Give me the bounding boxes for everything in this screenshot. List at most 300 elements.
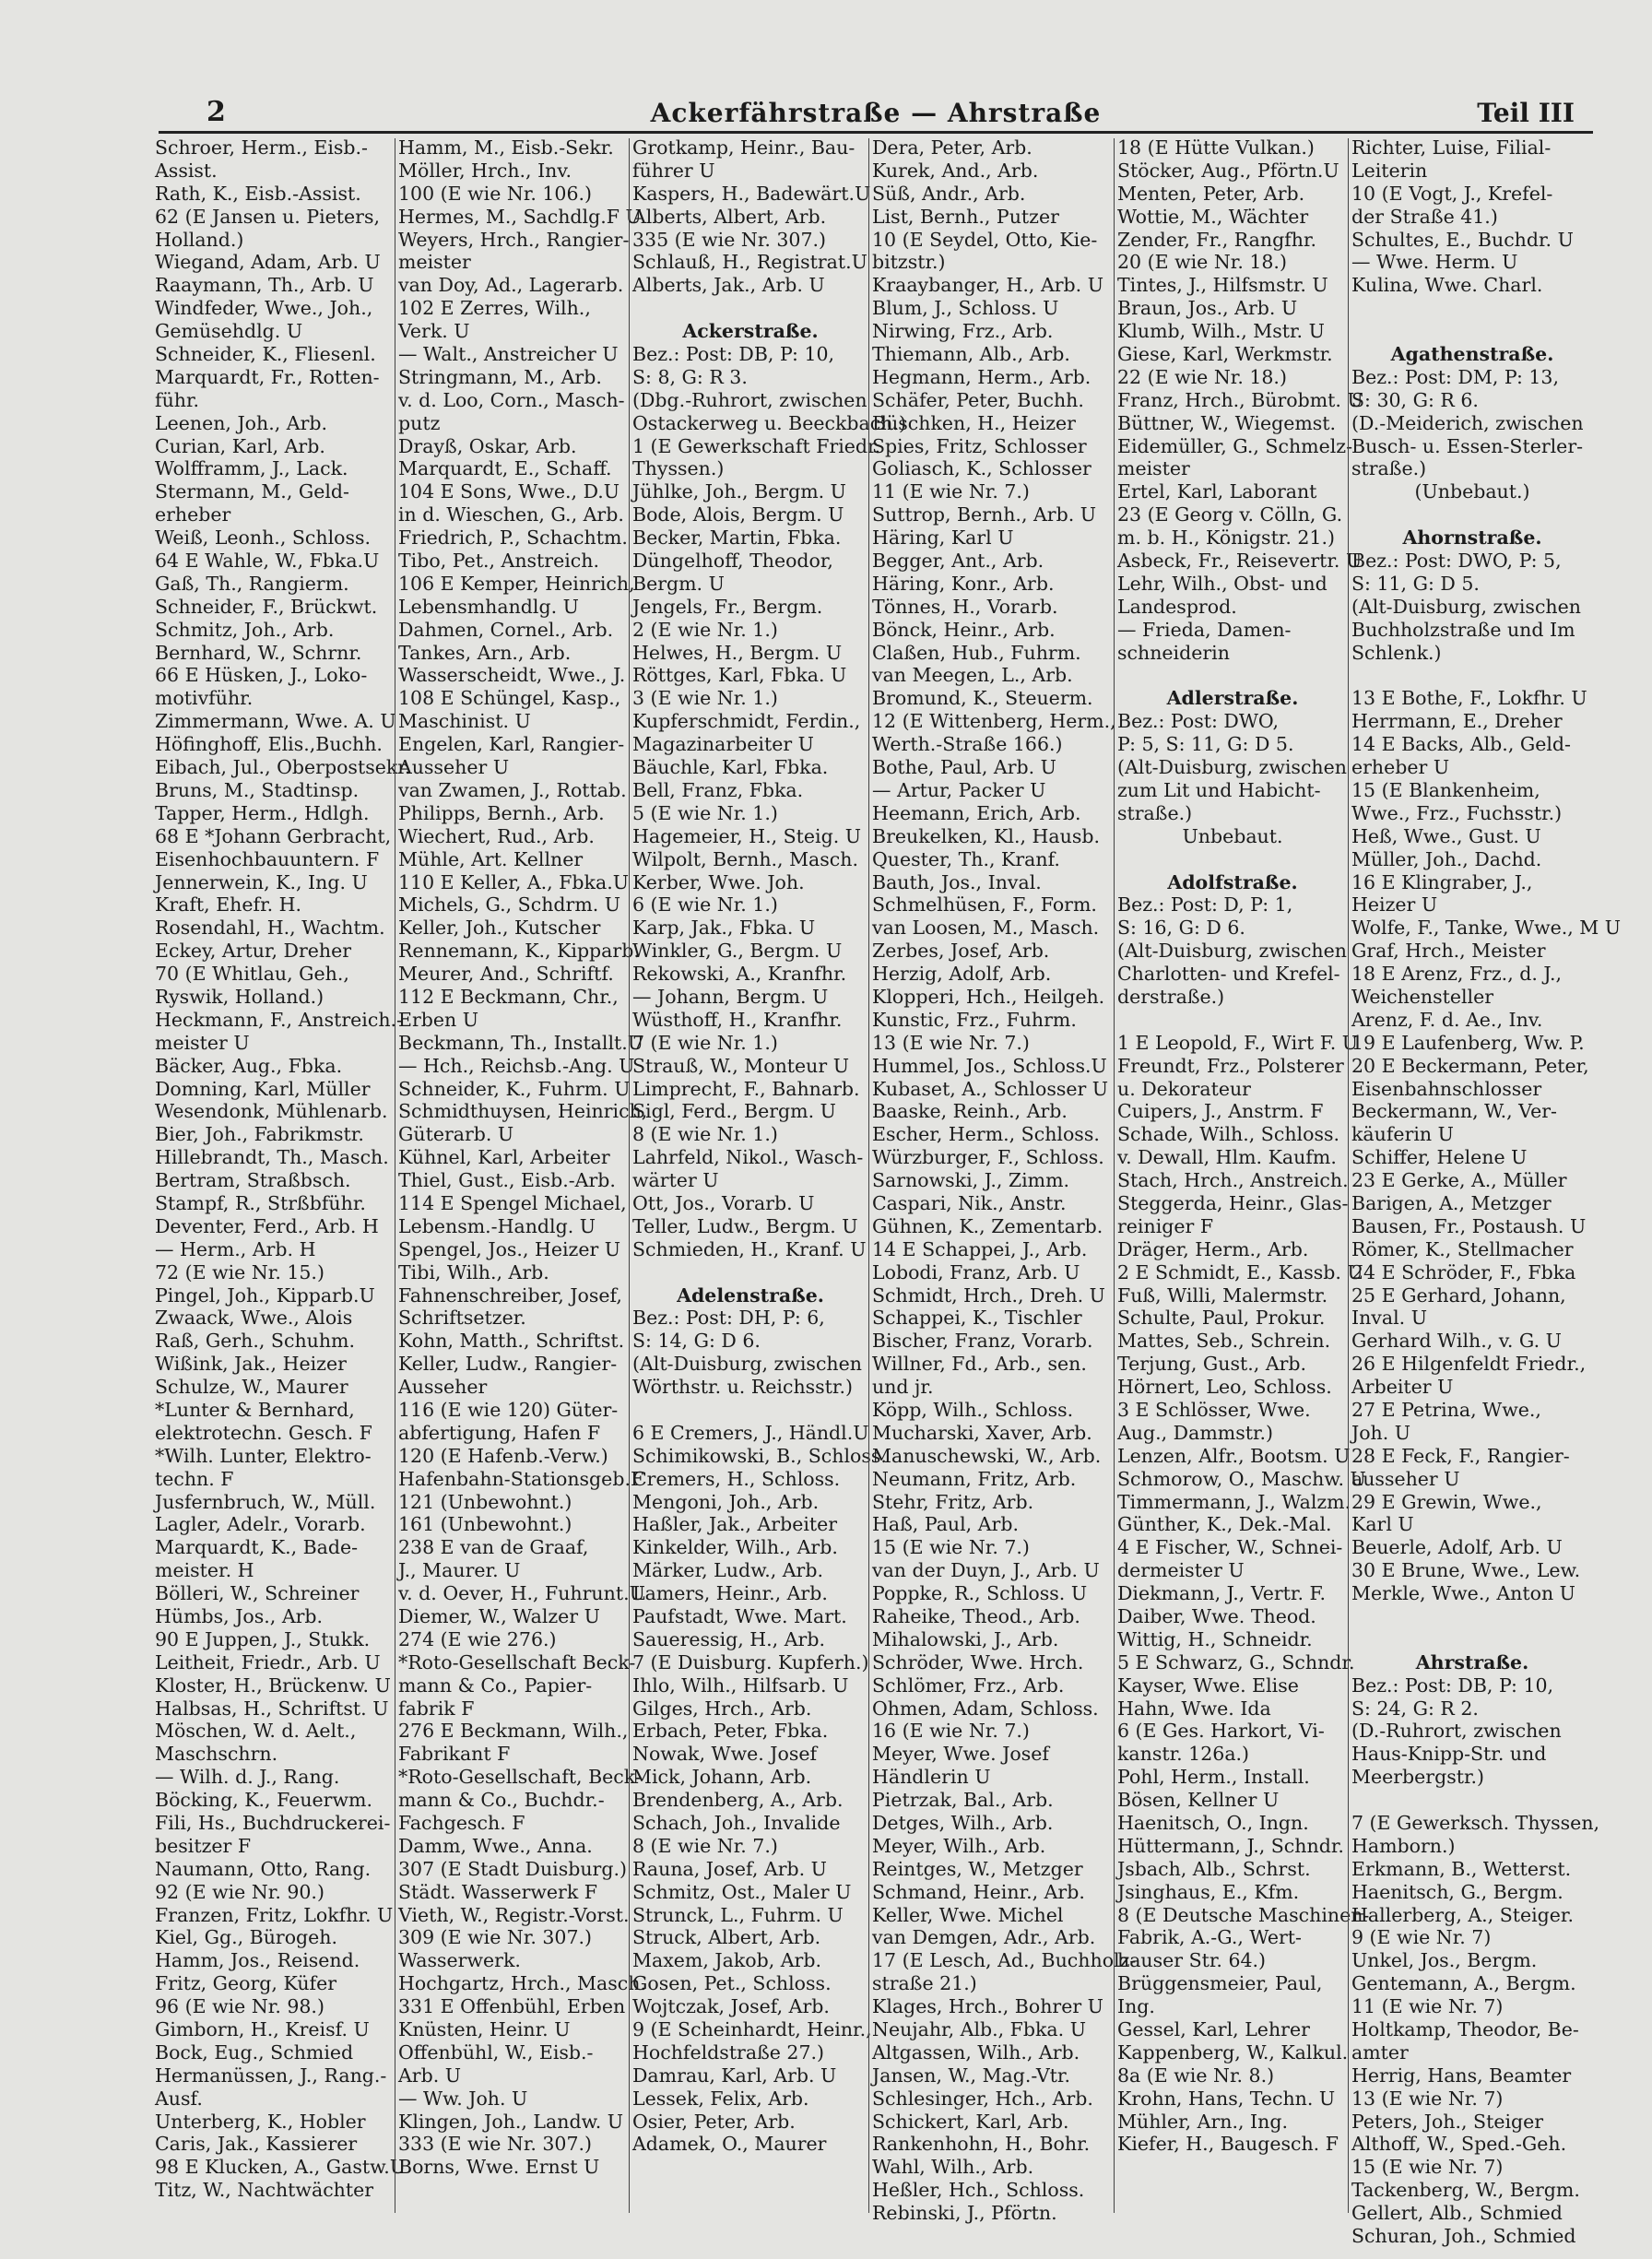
- column-divider: [1348, 138, 1349, 2213]
- entry-line: 12 (E Wittenberg, Herm.,: [872, 710, 1116, 733]
- entry-line: — Hch., Reichsb.-Ang. U: [398, 1054, 635, 1077]
- entry-line: Kohn, Matth., Schriftst.: [398, 1330, 625, 1353]
- entry-line: Freundt, Frz., Polsterer: [1117, 1054, 1344, 1077]
- entry-line: Stehr, Fritz, Arb.: [872, 1490, 1034, 1513]
- entry-line: Wasserscheidt, Wwe., J.: [398, 664, 626, 687]
- entry-line: [1117, 664, 1348, 687]
- entry-line: Jühlke, Joh., Bergm. U: [632, 480, 846, 503]
- entry-line: Leitheit, Friedr., Arb. U: [155, 1650, 381, 1674]
- entry-line: Wolfe, F., Tanke, Wwe., M U: [1351, 917, 1622, 940]
- entry-line: Schriftsetzer.: [398, 1307, 526, 1330]
- entry-line: meister: [1117, 457, 1190, 480]
- entry-line: Häring, Karl U: [872, 526, 1014, 550]
- entry-line: Hamborn.): [1351, 1834, 1456, 1857]
- entry-line: Köpp, Wilh., Schloss.: [872, 1398, 1074, 1421]
- entry-line: Büttner, W., Wiegemst.: [1117, 411, 1337, 434]
- entry-line: Bez.: Post: DWO, P: 5,: [1351, 550, 1562, 573]
- entry-line: Franzen, Fritz, Lokfhr. U: [155, 1903, 394, 1926]
- entry-line: Hochfeldstraße 27.): [632, 2040, 825, 2064]
- entry-line: v. Dewall, Hlm. Kaufm.: [1117, 1146, 1337, 1169]
- entry-line: Graf, Hrch., Meister: [1351, 940, 1546, 963]
- entry-line: Gessel, Karl, Lehrer: [1117, 2018, 1310, 2041]
- entry-line: Schneider, F., Brückwt.: [155, 595, 378, 618]
- entry-line: Paufstadt, Wwe. Mart.: [632, 1605, 847, 1627]
- entry-line: (D.-Meiderich, zwischen: [1351, 411, 1584, 434]
- entry-line: Alberts, Albert, Arb.: [632, 205, 827, 228]
- entry-line: 13 E Bothe, F., Lokfhr. U: [1351, 687, 1587, 710]
- entry-line: mann & Co., Buchdr.-: [398, 1789, 605, 1812]
- entry-line: Charlotten- und Krefel-: [1117, 963, 1340, 986]
- entry-line: kanstr. 126a.): [1117, 1743, 1250, 1766]
- entry-line: 106 E Kemper, Heinrich,: [398, 572, 635, 595]
- entry-line: van Doy, Ad., Lagerarb.: [398, 274, 624, 297]
- entry-line: Kinkelder, Wilh., Arb.: [632, 1536, 838, 1559]
- entry-line: Haenitsch, G., Bergm.: [1351, 1880, 1564, 1903]
- entry-line: Maschschrn.: [155, 1743, 278, 1766]
- entry-line: 11 (E wie Nr. 7.): [872, 480, 1030, 503]
- entry-line: Marquardt, K., Bade-: [155, 1536, 359, 1559]
- entry-line: [1351, 297, 1593, 320]
- entry-line: 102 E Zerres, Wilh.,: [398, 297, 591, 320]
- entry-line: Lahrfeld, Nikol., Wasch-: [632, 1146, 864, 1169]
- entry-line: Meyer, Wilh., Arb.: [872, 1834, 1046, 1857]
- entry-line: Hamm, Jos., Reisend.: [155, 1949, 360, 1972]
- entry-line: Braun, Jos., Arb. U: [1117, 297, 1298, 320]
- entry-line: P: 5, S: 11, G: D 5.: [1117, 733, 1294, 756]
- entry-line: Müller, Joh., Dachd.: [1351, 847, 1542, 870]
- street-heading: Ahornstraße.: [1402, 526, 1542, 550]
- entry-line: Merkle, Wwe., Anton U: [1351, 1582, 1575, 1605]
- entry-line: Krohn, Hans, Techn. U: [1117, 2087, 1336, 2110]
- entry-line: 108 E Schüngel, Kasp.,: [398, 687, 621, 710]
- entry-line: Escher, Herm., Schloss.: [872, 1123, 1100, 1146]
- entry-line: u. Dekorateur: [1117, 1077, 1251, 1100]
- entry-line: S: 24, G: R 2.: [1351, 1697, 1479, 1720]
- entry-line: Tackenberg, W., Bergm.: [1351, 2179, 1580, 2202]
- entry-line: — Artur, Packer U: [872, 778, 1046, 801]
- entry-line: S: 30, G: R 6.: [1351, 388, 1479, 411]
- entry-line: Büschken, H., Heizer: [872, 411, 1076, 434]
- entry-line: — Wilh. d. J., Rang.: [155, 1766, 340, 1789]
- entry-line: Weyers, Hrch., Rangier-: [398, 228, 630, 251]
- entry-line: Werth.-Straße 166.): [872, 733, 1063, 756]
- entry-line: 10 (E Vogt, J., Krefel-: [1351, 182, 1553, 205]
- entry-line: Pietrzak, Bal., Arb.: [872, 1789, 1054, 1812]
- page-part: Teil III: [1477, 98, 1575, 128]
- entry-line: Marquardt, E., Schaff.: [398, 457, 612, 480]
- entry-line: Damrau, Karl, Arb. U: [632, 2064, 837, 2087]
- entry-line: Schuran, Joh., Schmied: [1351, 2225, 1576, 2248]
- entry-line: [1351, 1605, 1593, 1628]
- entry-line: reiniger F: [1117, 1214, 1214, 1237]
- entry-line: Kraft, Ehefr. H.: [155, 893, 302, 917]
- entry-line: [1351, 664, 1593, 687]
- entry-line: (Dbg.-Ruhrort, zwischen: [632, 388, 867, 411]
- entry-line: Bölleri, W., Schreiner: [155, 1582, 360, 1605]
- entry-line: Süß, Andr., Arb.: [872, 182, 1026, 205]
- entry-line: 8a (E wie Nr. 8.): [1117, 2064, 1275, 2087]
- entry-line: Breukelken, Kl., Hausb.: [872, 824, 1100, 847]
- entry-line: (Alt-Duisburg, zwischen: [1117, 756, 1347, 779]
- page-number: 2: [206, 96, 226, 128]
- entry-line: Cremers, H., Schloss.: [632, 1467, 841, 1490]
- entry-line: Holland.): [155, 228, 244, 251]
- entry-line: in d. Wieschen, G., Arb.: [398, 503, 624, 526]
- entry-line: Grotkamp, Heinr., Bau-: [632, 136, 856, 159]
- entry-line: Herrmann, E., Dreher: [1351, 710, 1563, 733]
- entry-line: besitzer F: [155, 1834, 252, 1857]
- entry-line: Struck, Albert, Arb.: [632, 1926, 821, 1949]
- entry-line: Richter, Luise, Filial-: [1351, 136, 1552, 159]
- entry-line: Kraaybanger, H., Arb. U: [872, 274, 1103, 297]
- entry-line: Dera, Peter, Arb.: [872, 136, 1032, 159]
- entry-line: Schlömer, Frz., Arb.: [872, 1674, 1065, 1697]
- entry-line: Lobodi, Franz, Arb. U: [872, 1260, 1080, 1283]
- entry-line: Bausen, Fr., Postaush. U: [1351, 1214, 1587, 1237]
- entry-line: Nowak, Wwe. Josef: [632, 1743, 818, 1766]
- entry-line: [1351, 320, 1593, 343]
- entry-line: Tibo, Pet., Anstreich.: [398, 550, 599, 573]
- entry-line: Hermes, M., Sachdlg.F U: [398, 205, 642, 228]
- entry-line: 7 (E wie Nr. 1.): [632, 1031, 778, 1054]
- entry-line: van Meegen, L., Arb.: [872, 664, 1073, 687]
- entry-line: Karp, Jak., Fbka. U: [632, 917, 816, 940]
- entry-line: Häring, Konr., Arb.: [872, 572, 1055, 595]
- entry-line: Hamm, M., Eisb.-Sekr.: [398, 136, 614, 159]
- entry-line: Reintges, W., Metzger: [872, 1857, 1083, 1880]
- entry-line: käuferin U: [1351, 1123, 1454, 1146]
- entry-line: Eidemüller, G., Schmelz-: [1117, 434, 1353, 457]
- column-4: [872, 136, 1137, 2225]
- entry-line: Maxem, Jakob, Arb.: [632, 1949, 821, 1972]
- entry-line: Tibi, Wilh., Arb.: [398, 1260, 549, 1283]
- entry-line: Güterarb. U: [398, 1123, 514, 1146]
- entry-line: Kloster, H., Brückenw. U: [155, 1674, 391, 1697]
- entry-line: J., Maurer. U: [398, 1559, 521, 1582]
- entry-line: Haß, Paul, Arb.: [872, 1513, 1019, 1536]
- entry-line: Offenbühl, W., Eisb.-: [398, 2040, 594, 2064]
- entry-line: Barigen, A., Metzger: [1351, 1191, 1552, 1214]
- entry-line: Baaske, Reinh., Arb.: [872, 1100, 1068, 1123]
- entry-line: 114 E Spengel Michael,: [398, 1191, 627, 1214]
- entry-line: Wottie, M., Wächter: [1117, 205, 1309, 228]
- entry-line: 23 (E Georg v. Cölln, G.: [1117, 503, 1343, 526]
- entry-line: 90 E Juppen, J., Stukk.: [155, 1627, 371, 1650]
- entry-line: Wesendonk, Mühlenarb.: [155, 1100, 388, 1123]
- entry-line: Wiegand, Adam, Arb. U: [155, 251, 381, 274]
- entry-line: ausseher U: [1351, 1467, 1460, 1490]
- entry-line: Stringmann, M., Arb.: [398, 365, 602, 388]
- entry-line: Raaymann, Th., Arb. U: [155, 274, 374, 297]
- entry-line: Böcking, K., Feuerwm.: [155, 1789, 372, 1812]
- entry-line: Jusfernbruch, W., Müll.: [155, 1490, 376, 1513]
- entry-line: [1117, 848, 1348, 871]
- entry-line: Bier, Joh., Fabrikmstr.: [155, 1123, 364, 1146]
- entry-line: 6 (E Ges. Harkort, Vi-: [1117, 1720, 1325, 1743]
- entry-line: Keller, Ludw., Rangier-: [398, 1353, 618, 1376]
- entry-line: Erben U: [398, 1008, 479, 1031]
- entry-line: 331 E Offenbühl, Erben: [398, 1995, 626, 2018]
- entry-line: straße.): [1351, 457, 1427, 480]
- entry-line: S: 14, G: D 6.: [632, 1330, 761, 1353]
- entry-line: Kubaset, A., Schlosser U: [872, 1077, 1109, 1100]
- entry-line: 18 E Arenz, Frz., d. J.,: [1351, 963, 1563, 986]
- entry-line: Römer, K., Stellmacher: [1351, 1237, 1574, 1260]
- entry-line: Bruns, M., Stadtinsp.: [155, 778, 360, 801]
- entry-line: Schmitz, Ost., Maler U: [632, 1880, 852, 1903]
- entry-line: Bernhard, W., Schrnr.: [155, 641, 362, 664]
- entry-line: [632, 1261, 868, 1284]
- entry-line: Peters, Joh., Steiger: [1351, 2110, 1544, 2133]
- entry-line: Bothe, Paul, Arb. U: [872, 756, 1056, 779]
- entry-line: Bell, Franz, Fbka.: [632, 778, 804, 801]
- column-1: [155, 136, 411, 2222]
- entry-line: Raß, Gerh., Schuhm.: [155, 1330, 356, 1353]
- street-heading: Ahrstraße.: [1415, 1650, 1529, 1674]
- entry-line: Schulze, W., Maurer: [155, 1376, 348, 1399]
- entry-line: Fuß, Willi, Malermstr.: [1117, 1283, 1328, 1307]
- entry-line: Schultes, E., Buchdr. U: [1351, 228, 1574, 251]
- entry-line: Menten, Peter, Arb.: [1117, 182, 1305, 205]
- entry-line: Marquardt, Fr., Rotten-: [155, 365, 380, 388]
- entry-line: Haus-Knipp-Str. und: [1351, 1743, 1547, 1766]
- entry-line: Caris, Jak., Kassierer: [155, 2133, 358, 2156]
- entry-line: Lagler, Adelr., Vorarb.: [155, 1513, 366, 1536]
- entry-line: 276 E Beckmann, Wilh.,: [398, 1720, 629, 1743]
- entry-line: [1117, 1009, 1348, 1032]
- entry-line: Karl U: [1351, 1513, 1414, 1536]
- entry-line: — Herm., Arb. H: [155, 1237, 316, 1260]
- note-line: (Unbebaut.): [1414, 480, 1530, 503]
- entry-line: Weichensteller: [1351, 985, 1494, 1008]
- entry-line: 27 E Petrina, Wwe.,: [1351, 1398, 1541, 1421]
- entry-line: — Johann, Bergm. U: [632, 985, 829, 1008]
- entry-line: Leiterin: [1351, 159, 1428, 182]
- entry-line: Jsbach, Alb., Schrst.: [1117, 1857, 1311, 1880]
- entry-line: 62 (E Jansen u. Pieters,: [155, 205, 381, 228]
- entry-line: 20 E Beckermann, Peter,: [1351, 1054, 1589, 1077]
- entry-line: führer U: [632, 159, 715, 182]
- entry-line: Schneider, K., Fliesenl.: [155, 343, 376, 366]
- entry-line: Bergm. U: [632, 572, 725, 595]
- entry-line: 120 (E Hafenb.-Verw.): [398, 1444, 608, 1467]
- entry-line: — Ww. Joh. U: [398, 2087, 528, 2110]
- entry-line: Eisenhochbauuntern. F: [155, 847, 380, 870]
- entry-line: derstraße.): [1117, 985, 1225, 1008]
- entry-line: Joh. U: [1351, 1421, 1411, 1444]
- entry-line: Heemann, Erich, Arb.: [872, 801, 1081, 824]
- entry-line: 3 (E wie Nr. 1.): [632, 687, 778, 710]
- entry-line: Rauna, Josef, Arb. U: [632, 1857, 827, 1880]
- page-header: [159, 92, 1593, 133]
- entry-line: Höfinghoff, Elis.,Buchh.: [155, 733, 383, 756]
- entry-line: *Roto-Gesellschaft Beck-: [398, 1650, 636, 1674]
- entry-line: Arb. U: [398, 2064, 462, 2087]
- entry-line: [1351, 1628, 1593, 1651]
- entry-line: Schäfer, Peter, Buchh.: [872, 388, 1084, 411]
- entry-line: Wahl, Wilh., Arb.: [872, 2156, 1034, 2179]
- entry-line: van der Duyn, J., Arb. U: [872, 1559, 1100, 1582]
- entry-line: Ausseher: [398, 1376, 488, 1399]
- entry-line: [632, 297, 868, 320]
- entry-line: 2 E Schmidt, E., Kassb. U: [1117, 1260, 1363, 1283]
- entry-line: Alberts, Jak., Arb. U: [632, 274, 825, 297]
- entry-line: zum Lit und Habicht-: [1117, 778, 1321, 801]
- entry-line: 274 (E wie 276.): [398, 1627, 557, 1650]
- entry-line: Tönnes, H., Vorarb.: [872, 595, 1058, 618]
- entry-line: Winkler, G., Bergm. U: [632, 940, 843, 963]
- entry-line: 307 (E Stadt Duisburg.): [398, 1857, 627, 1880]
- entry-line: erheber U: [1351, 756, 1450, 779]
- entry-line: 5 (E wie Nr. 1.): [632, 801, 778, 824]
- entry-line: Hummel, Jos., Schloss.U: [872, 1054, 1107, 1077]
- entry-line: Gerhard Wilh., v. G. U: [1351, 1330, 1562, 1353]
- entry-line: Düngelhoff, Theodor,: [632, 550, 833, 573]
- entry-line: 92 (E wie Nr. 90.): [155, 1880, 324, 1903]
- entry-line: Mühler, Arn., Ing.: [1117, 2110, 1288, 2133]
- entry-line: Erkmann, B., Wetterst.: [1351, 1857, 1572, 1880]
- entry-line: Schiffer, Helene U: [1351, 1146, 1528, 1169]
- entry-line: Lebensmhandlg. U: [398, 595, 579, 618]
- entry-line: der Straße 41.): [1351, 205, 1498, 228]
- entry-line: Gemüsehdlg. U: [155, 320, 303, 343]
- entry-line: Eibach, Jul., Oberpostsekr.: [155, 756, 411, 779]
- entry-line: Stöcker, Aug., Pförtn.U: [1117, 159, 1339, 182]
- entry-line: Wasserwerk.: [398, 1949, 521, 1972]
- entry-line: Domning, Karl, Müller: [155, 1077, 371, 1100]
- entry-line: Wißink, Jak., Heizer: [155, 1353, 347, 1376]
- entry-line: Vieth, W., Registr.-Vorst.: [398, 1903, 630, 1926]
- entry-line: Mattes, Seb., Schrein.: [1117, 1330, 1331, 1353]
- entry-line: 2 (E wie Nr. 1.): [632, 618, 778, 641]
- entry-line: Städt. Wasserwerk F: [398, 1880, 598, 1903]
- entry-line: Schmidt, Hrch., Dreh. U: [872, 1283, 1105, 1307]
- entry-line: Helwes, H., Bergm. U: [632, 641, 843, 664]
- entry-line: Schmelhüsen, F., Form.: [872, 893, 1097, 917]
- entry-line: Schimikowski, B., Schloss.: [632, 1444, 887, 1467]
- entry-line: Ausf.: [155, 2087, 203, 2110]
- entry-line: Drayß, Oskar, Arb.: [398, 434, 577, 457]
- entry-line: Halbsas, H., Schriftst. U: [155, 1697, 389, 1720]
- entry-line: Limprecht, F., Bahnarb.: [632, 1077, 860, 1100]
- entry-line: Arenz, F. d. Ae., Inv.: [1351, 1008, 1543, 1031]
- entry-line: 19 E Laufenberg, Ww. P.: [1351, 1031, 1585, 1054]
- entry-line: Würzburger, F., Schloss.: [872, 1146, 1104, 1169]
- entry-line: Bez.: Post: D, P: 1,: [1117, 893, 1293, 917]
- entry-line: Ostackerweg u. Beeckbach.): [632, 411, 906, 434]
- column-6: [1351, 136, 1622, 2248]
- entry-line: 6 E Cremers, J., Händl.U: [632, 1421, 869, 1444]
- entry-line: 15 (E Blankenheim,: [1351, 778, 1540, 801]
- entry-line: Händlerin U: [872, 1766, 991, 1789]
- entry-line: Tintes, J., Hilfsmstr. U: [1117, 274, 1328, 297]
- entry-line: 68 E *Johann Gerbracht,: [155, 824, 392, 847]
- entry-line: Schmidthuysen, Heinrich,: [398, 1100, 648, 1123]
- entry-line: Steggerda, Heinr., Glas-: [1117, 1191, 1349, 1214]
- entry-line: Spies, Fritz, Schlosser: [872, 434, 1087, 457]
- entry-line: Nirwing, Frz., Arb.: [872, 320, 1054, 343]
- entry-line: Möschen, W. d. Aelt.,: [155, 1720, 357, 1743]
- entry-line: Althoff, W., Sped.-Geh.: [1351, 2133, 1567, 2156]
- column-2: [398, 136, 648, 2222]
- entry-line: Hermanüssen, J., Rang.-: [155, 2064, 387, 2087]
- entry-line: Leenen, Joh., Arb.: [155, 411, 328, 434]
- entry-line: Diekmann, J., Vertr. F.: [1117, 1582, 1327, 1605]
- entry-line: 70 (E Whitlau, Geh.,: [155, 963, 349, 986]
- entry-line: 25 E Gerhard, Johann,: [1351, 1283, 1566, 1307]
- entry-line: Strunck, L., Fuhrm. U: [632, 1903, 844, 1926]
- entry-line: Hümbs, Jos., Arb.: [155, 1605, 324, 1627]
- entry-line: Wiechert, Rud., Arb.: [398, 824, 595, 847]
- street-heading: Adlerstraße.: [1166, 687, 1299, 710]
- entry-line: Schmitz, Joh., Arb.: [155, 618, 335, 641]
- entry-line: Kiel, Gg., Bürogeh.: [155, 1926, 338, 1949]
- entry-line: 7 (E Duisburg. Kupferh.): [632, 1650, 869, 1674]
- entry-line: 9 (E wie Nr. 7): [1351, 1926, 1492, 1949]
- entry-line: 238 E van de Graaf,: [398, 1536, 589, 1559]
- header-rule: [159, 131, 1593, 134]
- entry-line: Stampf, R., Strßbführ.: [155, 1191, 366, 1214]
- entry-line: Timmermann, J., Walzm.: [1117, 1490, 1351, 1513]
- entry-line: Fritz, Georg, Küfer: [155, 1972, 337, 1995]
- entry-line: Schmieden, H., Kranf. U: [632, 1237, 867, 1260]
- entry-line: Bode, Alois, Bergm. U: [632, 503, 844, 526]
- entry-line: 7 (E Gewerksch. Thyssen,: [1351, 1812, 1600, 1835]
- entry-line: Bönck, Heinr., Arb.: [872, 618, 1056, 641]
- entry-line: Rosendahl, H., Wachtm.: [155, 917, 385, 940]
- entry-line: *Lunter & Bernhard,: [155, 1398, 355, 1421]
- entry-line: Haßler, Jak., Arbeiter: [632, 1513, 838, 1536]
- entry-line: Gentemann, A., Bergm.: [1351, 1972, 1576, 1995]
- entry-line: Gaß, Th., Rangierm.: [155, 572, 349, 595]
- entry-line: Fili, Hs., Buchdruckerei-: [155, 1812, 391, 1835]
- entry-line: Assist.: [155, 159, 218, 182]
- entry-line: — Wwe. Herm. U: [1351, 251, 1518, 274]
- entry-line: 8 (E Deutsche Maschinen-: [1117, 1903, 1370, 1926]
- entry-line: Poppke, R., Schloss. U: [872, 1582, 1088, 1605]
- entry-line: Schmorow, O., Maschw. U: [1117, 1467, 1366, 1490]
- entry-line: 17 (E Lesch, Ad., Buchholz-: [872, 1949, 1137, 1972]
- entry-line: Hörnert, Leo, Schloss.: [1117, 1376, 1332, 1399]
- entry-line: 8 (E wie Nr. 1.): [632, 1123, 778, 1146]
- entry-line: S: 16, G: D 6.: [1117, 917, 1245, 940]
- entry-line: Saueressig, H., Arb.: [632, 1627, 825, 1650]
- entry-line: Schach, Joh., Invalide: [632, 1812, 841, 1835]
- entry-line: Stermann, M., Geld-: [155, 480, 349, 503]
- entry-line: Bäuchle, Karl, Fbka.: [632, 756, 829, 779]
- entry-line: Sarnowski, J., Zimm.: [872, 1169, 1070, 1192]
- entry-line: straße.): [1117, 801, 1193, 824]
- entry-line: Begger, Ant., Arb.: [872, 550, 1044, 573]
- entry-line: Daiber, Wwe. Theod.: [1117, 1605, 1316, 1627]
- entry-line: Claßen, Hub., Fuhrm.: [872, 641, 1081, 664]
- entry-line: 14 E Schappei, J., Arb.: [872, 1237, 1088, 1260]
- entry-line: Thiel, Gust., Eisb.-Arb.: [398, 1169, 616, 1192]
- entry-line: Titz, W., Nachtwächter: [155, 2179, 374, 2202]
- entry-line: Terjung, Gust., Arb.: [1117, 1353, 1307, 1376]
- entry-line: Pohl, Herm., Install.: [1117, 1766, 1310, 1789]
- entry-line: Mengoni, Joh., Arb.: [632, 1490, 820, 1513]
- entry-line: (Alt-Duisburg, zwischen: [632, 1353, 862, 1376]
- entry-line: Herzig, Adolf, Arb.: [872, 963, 1052, 986]
- entry-line: Gilges, Hrch., Arb.: [632, 1697, 812, 1720]
- entry-line: Wwe., Frz., Fuchsstr.): [1351, 801, 1563, 824]
- page-title: Ackerfährstraße — Ahrstraße: [650, 98, 1102, 128]
- entry-line: techn. F: [155, 1467, 234, 1490]
- entry-line: Beckmann, Th., Installt.U: [398, 1031, 644, 1054]
- entry-line: Mick, Johann, Arb.: [632, 1766, 812, 1789]
- entry-line: Ing.: [1117, 1995, 1155, 2018]
